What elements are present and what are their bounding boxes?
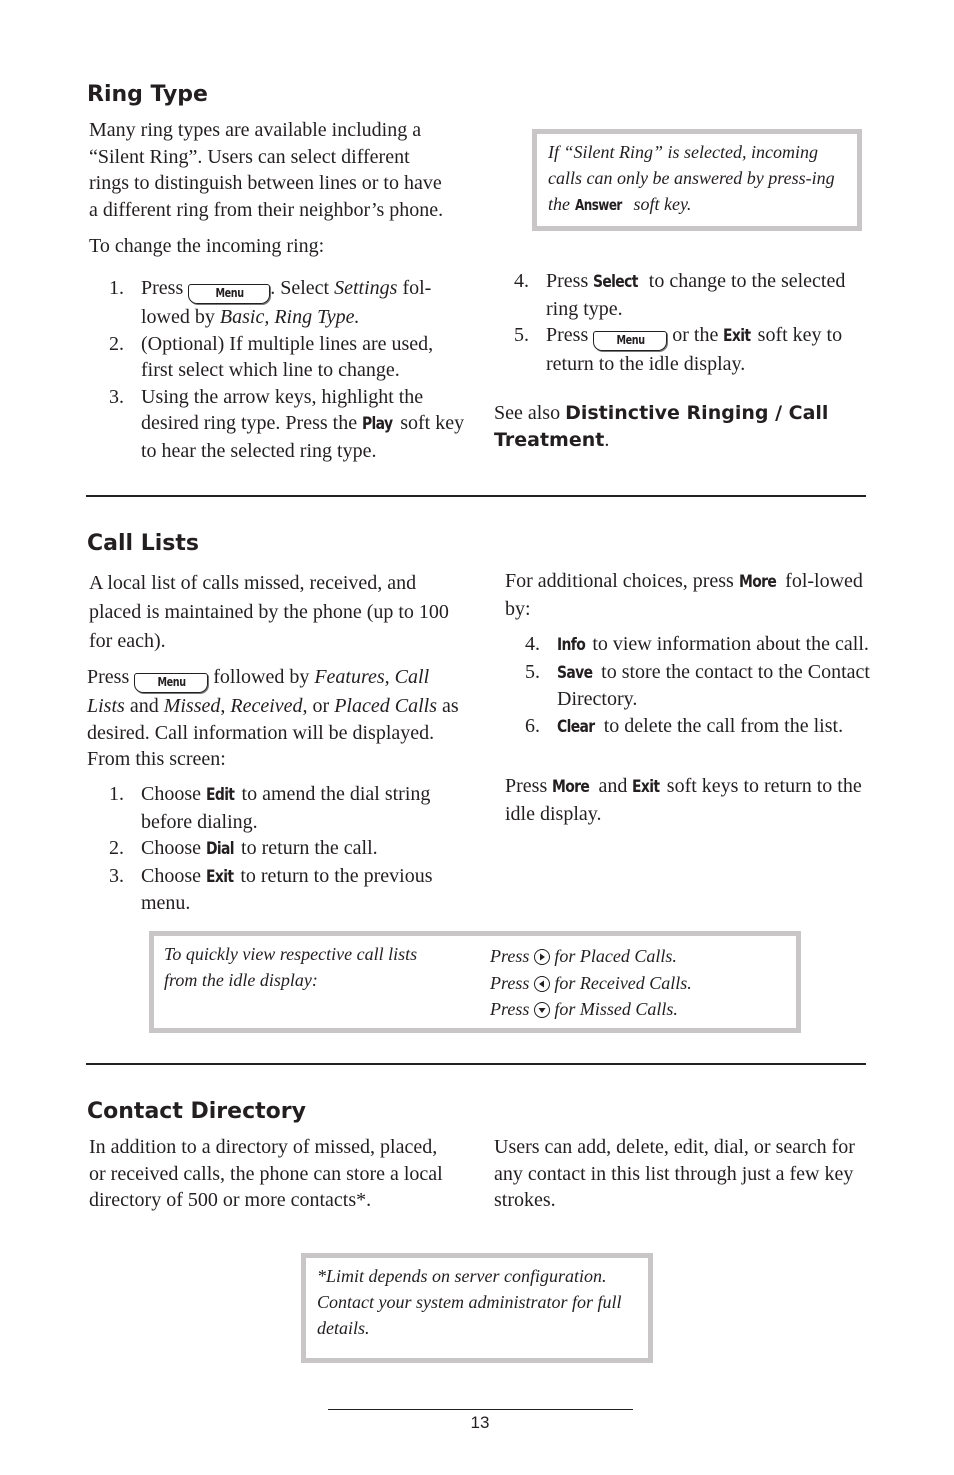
ring-type-intro	[89, 117, 489, 223]
call-lists-steps-left	[109, 781, 469, 917]
select-key-label: Select	[593, 272, 638, 292]
ring-type-heading: Ring Type	[87, 82, 208, 107]
list-item: 2. Choose Dial to return the call.	[109, 835, 469, 863]
play-key-label: Play	[362, 414, 393, 434]
ring-type-steps-right	[514, 268, 874, 378]
call-lists-steps-right	[525, 631, 875, 740]
section-divider	[86, 1063, 866, 1065]
list-item: 1. Choose Edit to amend the dial string before dialing.	[109, 783, 431, 833]
edit-key-label: Edit	[206, 785, 235, 805]
list-item: 3. Choose Exit to return to the previous menu.	[109, 864, 433, 914]
dial-key-label: Dial	[206, 839, 234, 859]
intro-line: Many ring types are available including a	[89, 119, 422, 141]
footer-rule	[328, 1409, 633, 1410]
tip-left-text: To quickly view respective call lists from the idle display:	[164, 944, 418, 990]
call-lists-tip	[149, 931, 801, 1033]
contact-directory-left: In addition to a directory of missed, placed, or received calls, the phone can store a local directory of 500 or more contacts*.	[89, 1136, 443, 1211]
clear-key-label: Clear	[557, 716, 595, 737]
arrow-down-icon	[534, 1002, 550, 1018]
distinctive-ringing-link[interactable]: Distinctive Ringing / Call Treatment	[494, 402, 829, 451]
more-key-label: More	[738, 572, 776, 592]
see-also: See also Distinctive Ringing / Call Treatment.	[494, 402, 829, 451]
exit-key-label: Exit	[632, 777, 660, 797]
list-item: 2. (Optional) If multiple lines are used, first select which line to change.	[109, 332, 434, 381]
call-lists-more: For additional choices, press More fol-lowed by:	[505, 570, 863, 620]
list-item: 1. Press Menu . Select Settings fol-lowed by Basic, Ring Type.	[109, 277, 432, 328]
list-item: 5. Press Menu or the Exit soft key to return to the idle display.	[514, 324, 843, 375]
silent-ring-note	[532, 129, 862, 231]
call-lists-press: Press Menu followed by Features, Call Lists and Missed, Received, or Placed Calls as desired. Call information will be displayed. From this screen:	[87, 666, 459, 770]
call-lists-intro: A local list of calls missed, received, and placed is maintained by the phone (up to 100 for each).	[89, 572, 449, 652]
arrow-left-icon	[534, 976, 550, 992]
list-item: 3. Using the arrow keys, highlight the desired ring type. Press the Play soft key to hear the selected ring type.	[109, 385, 465, 462]
answer-key-label: Answer	[574, 196, 622, 214]
ring-type-steps-left	[109, 275, 469, 464]
list-item: 5. Save to store the contact to the Contact Directory.	[525, 660, 870, 710]
arrow-right-icon	[534, 949, 550, 965]
menu-key-icon: Menu	[593, 331, 667, 351]
exit-key-label: Exit	[206, 866, 234, 887]
intro-line: “Silent Ring”. Users can select different	[89, 145, 410, 168]
tip-row: Press for Placed Calls.	[490, 946, 677, 966]
exit-key-label: Exit	[723, 326, 751, 346]
section-divider	[86, 495, 866, 497]
note-text: soft key.	[628, 194, 692, 214]
contact-limit-note: *Limit depends on server configuration. Contact your system administrator for full details.	[301, 1253, 653, 1363]
contact-directory-heading: Contact Directory	[87, 1099, 306, 1124]
tip-row: Press for Missed Calls.	[490, 999, 678, 1019]
call-lists-return: Press More and Exit soft keys to return to the idle display.	[505, 775, 862, 825]
intro-line: a different ring from their neighbor’s phone.	[89, 198, 444, 221]
intro-line: rings to distinguish between lines or to have	[89, 172, 442, 194]
menu-key-icon: Menu	[188, 284, 270, 304]
page-number: 13	[470, 1413, 490, 1432]
note-text: If “Silent Ring” is selected, incoming calls can only be answered by press-ing the	[548, 142, 835, 214]
to-change-text: To change the incoming ring:	[89, 235, 325, 257]
list-item: 4. Info to view information about the call.	[525, 631, 875, 659]
contact-directory-right: Users can add, delete, edit, dial, or search for any contact in this list through just a few key strokes.	[494, 1136, 855, 1211]
info-key-label: Info	[557, 635, 586, 655]
more-key-label: More	[552, 777, 590, 797]
list-item: 6. Clear to delete the call from the list.	[525, 713, 875, 741]
tip-right	[490, 943, 790, 1023]
tip-row: Press for Received Calls.	[490, 972, 692, 993]
list-item: 4. Press Select to change to the selected ring type.	[514, 270, 846, 320]
call-lists-heading: Call Lists	[87, 531, 199, 556]
menu-key-icon: Menu	[134, 673, 208, 693]
save-key-label: Save	[557, 662, 593, 683]
